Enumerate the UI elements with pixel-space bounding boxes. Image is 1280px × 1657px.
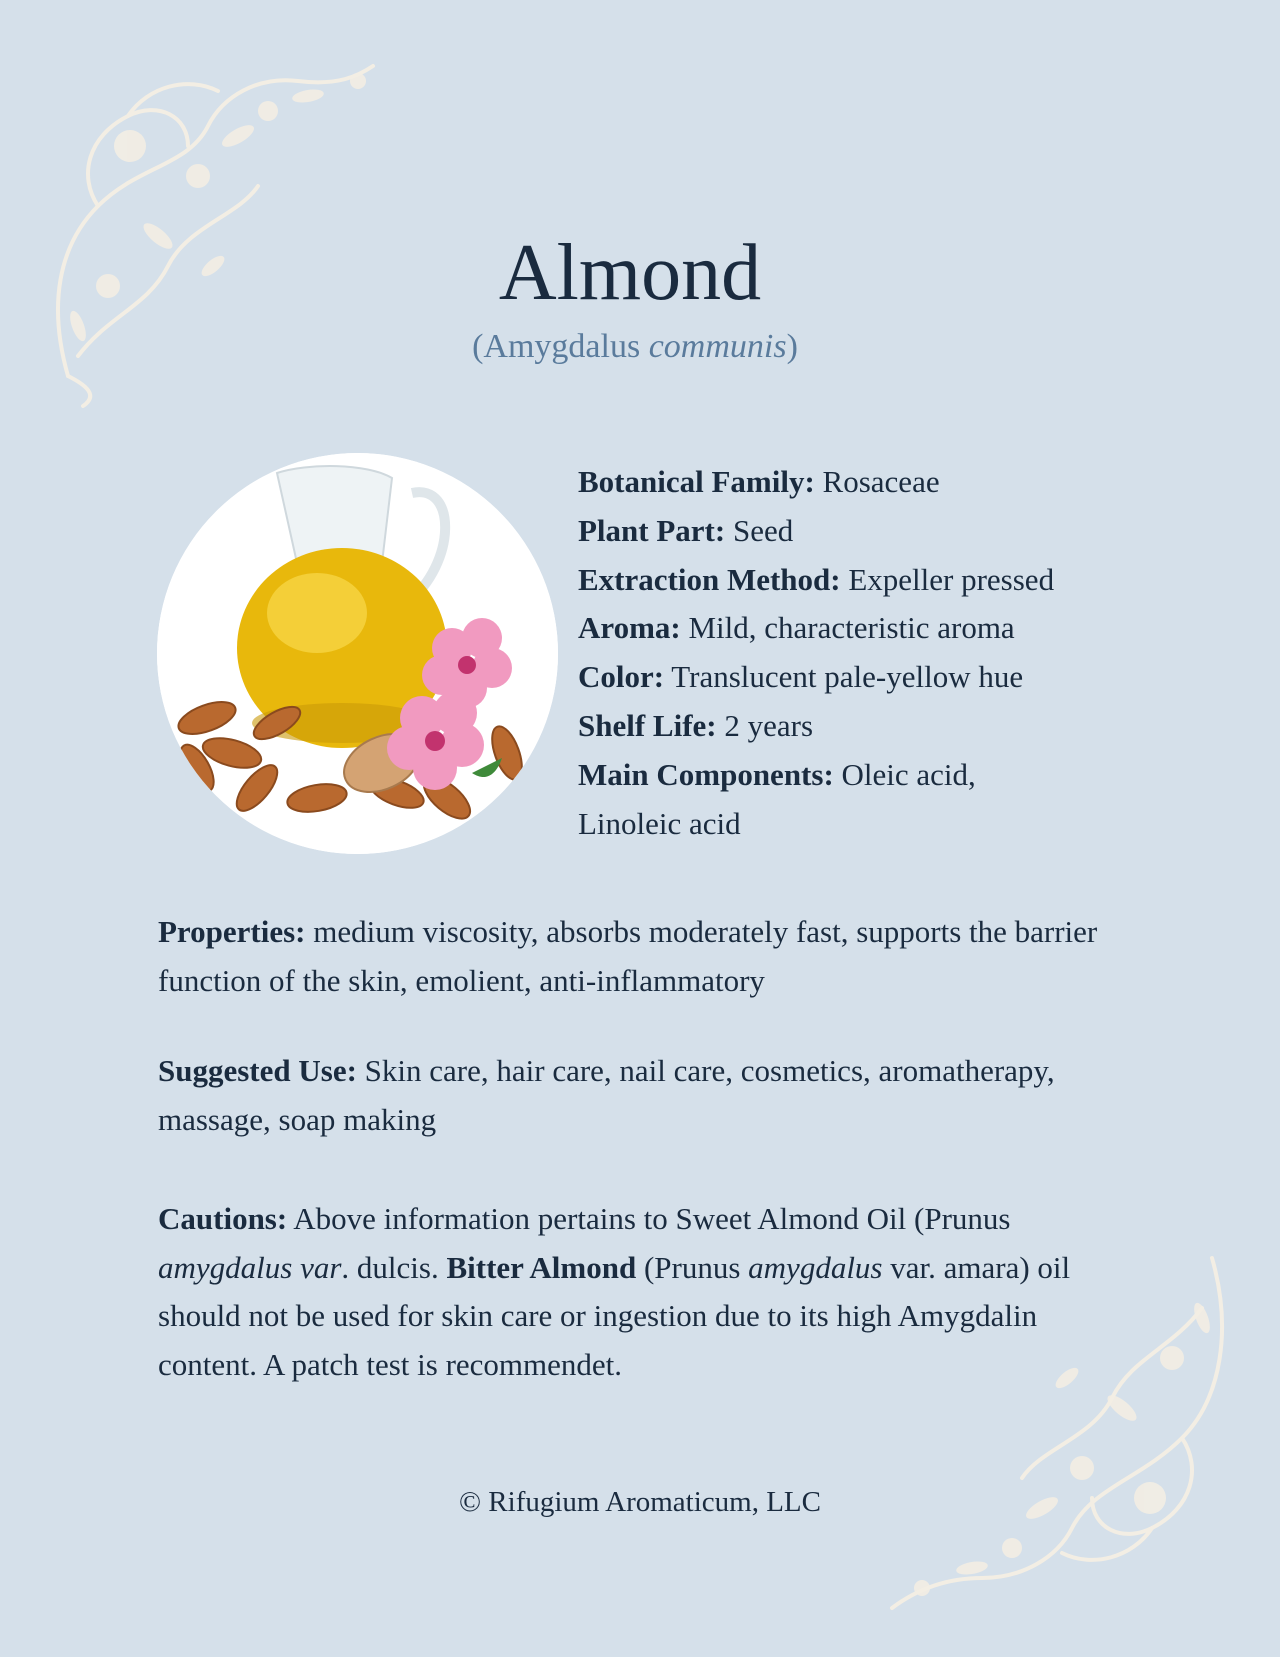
fact-botanical-family: [578, 458, 1138, 507]
cautions-italic-1: amygdalus var: [158, 1249, 342, 1285]
fact-value: Oleic acid,: [841, 756, 976, 792]
fact-label: Botanical Family:: [578, 464, 815, 499]
fact-value: Translucent pale-yellow hue: [671, 659, 1024, 695]
copyright-footer: © Rifugium Aromaticum, LLC: [459, 1486, 821, 1518]
properties-text: medium viscosity, absorbs moderately fast, supports the barrier function of the skin, emolient, anti-inflammatory: [158, 914, 1098, 998]
almond-oil-photo: [157, 453, 558, 854]
scientific-name-species: communis: [648, 328, 787, 365]
cautions-italic-2: amygdalus: [748, 1249, 883, 1285]
fact-extraction-method: [578, 556, 1138, 605]
fact-main-components: [578, 751, 1138, 800]
scientific-name-close: ): [786, 328, 798, 365]
almond-oil-jug-icon: [157, 453, 558, 854]
fact-plant-part: [578, 507, 1138, 556]
fact-color: [578, 653, 1138, 702]
cautions-text-4: var. amara) oil should not be used for skin care or ingestion due to its high Amygdalin content. A patch test is recommendet.: [158, 1249, 1071, 1382]
fact-shelf-life: [578, 702, 1138, 751]
fact-value: 2 years: [724, 707, 814, 743]
suggested-use-paragraph: [158, 1047, 1118, 1144]
cautions-bold-bitter-almond: Bitter Almond: [446, 1249, 637, 1285]
page-title: Almond: [498, 229, 762, 317]
fact-label: Plant Part:: [578, 512, 726, 548]
suggested-use-label: Suggested Use:: [158, 1053, 357, 1088]
scientific-name: [0, 325, 1270, 369]
properties-paragraph: [158, 908, 1118, 1005]
facts-list: [578, 458, 1138, 848]
suggested-use-text: Skin care, hair care, nail care, cosmetics, aromatherapy, massage, soap making: [158, 1053, 1055, 1137]
fact-label: Main Components:: [578, 756, 834, 792]
fact-value: Expeller pressed: [848, 561, 1055, 597]
scientific-name-genus: Amygdalus: [483, 328, 641, 365]
fact-main-components-continued: Linoleic acid: [578, 805, 741, 841]
fact-value: Rosaceae: [822, 464, 940, 499]
fact-value: Seed: [732, 512, 794, 548]
cautions-text-3: (Prunus: [643, 1249, 741, 1285]
fact-aroma: [578, 604, 1138, 653]
fact-label: Color:: [578, 659, 665, 695]
fact-value: Mild, characteristic aroma: [688, 610, 1015, 646]
scientific-name-open: (: [472, 328, 484, 365]
fact-label: Shelf Life:: [578, 707, 717, 743]
fact-label: Extraction Method:: [578, 561, 841, 597]
cautions-text-1: Above information pertains to Sweet Almond Oil (Prunus: [293, 1201, 1011, 1236]
cautions-paragraph: [158, 1195, 1118, 1389]
cautions-text-2: . dulcis.: [341, 1249, 439, 1285]
cautions-label: Cautions:: [158, 1201, 288, 1236]
properties-label: Properties:: [158, 914, 306, 949]
fact-label: Aroma:: [578, 610, 681, 646]
